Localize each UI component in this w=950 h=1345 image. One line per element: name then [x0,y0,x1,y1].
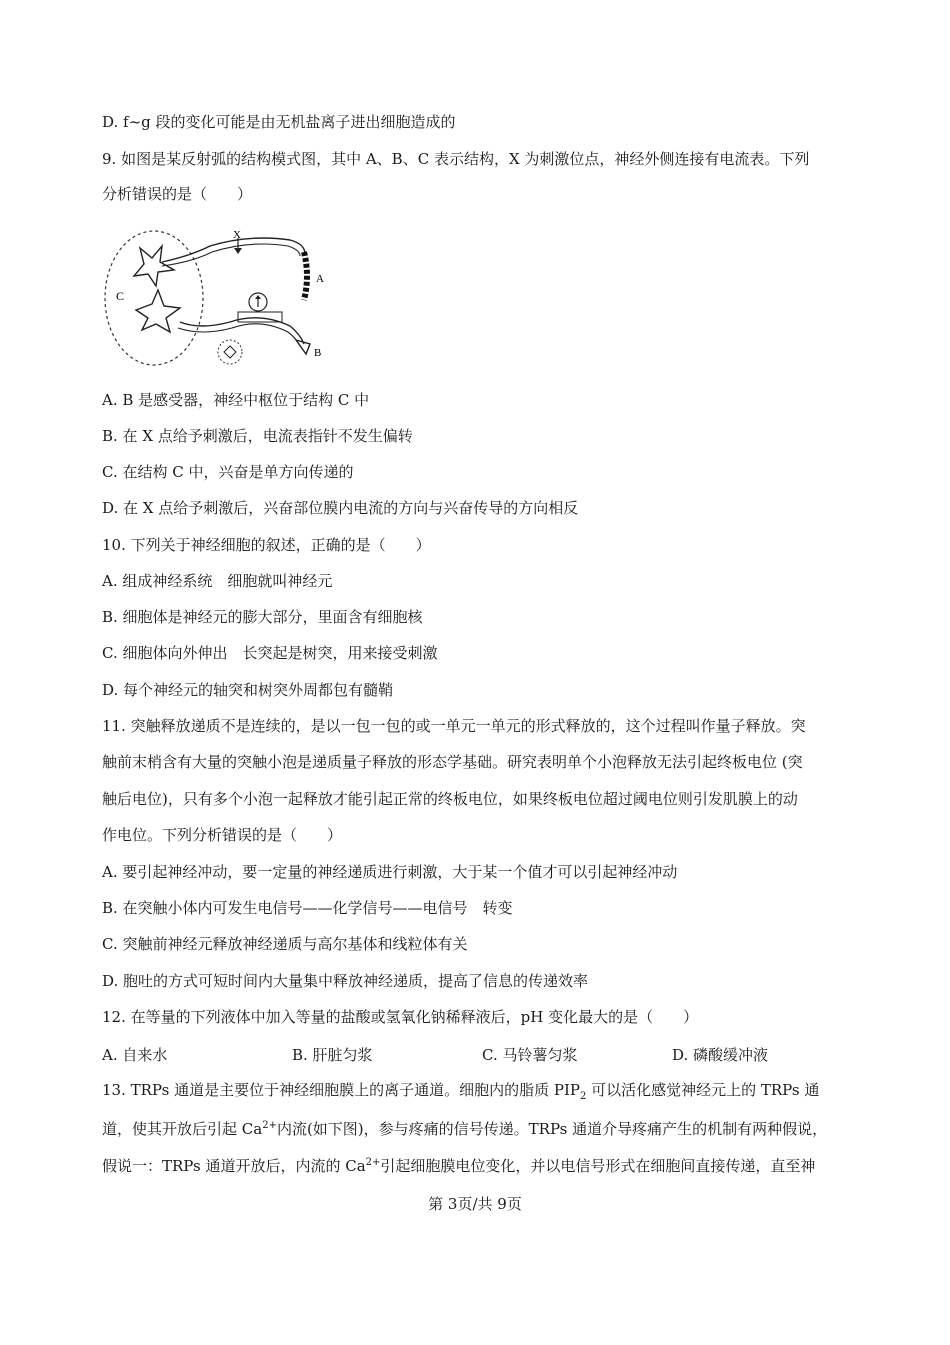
label-x: X [233,229,241,241]
page-number: 第 3页/共 9页 [428,1195,522,1213]
q10-option-a: A. 组成神经系统 细胞就叫神经元 [102,572,333,590]
q9-option-a: A. B 是感受器，神经中枢位于结构 C 中 [102,391,370,409]
q11-stem-line-4: 作电位。下列分析错误的是（ ） [102,826,343,844]
q9-option-c: C. 在结构 C 中，兴奋是单方向传递的 [102,463,354,481]
effector-a [304,252,307,300]
q11-option-b: B. 在突触小体内可发生电信号——化学信号——电信号 转变 [102,899,513,917]
q13-stem-line-1: 13. TRPs 通道是主要位于神经细胞膜上的离子通道。细胞内的脂质 $PIP_2$ 可以活化感觉神经元上的 TRPs 通 [102,1081,820,1102]
reflex-arc-figure [100,226,330,372]
q11-option-c: C. 突触前神经元释放神经递质与高尔基体和线粒体有关 [102,935,468,953]
q12-option-b: B. 肝脏匀浆 [292,1046,373,1064]
q13-stem-line-3: 假说一：TRPs 通道开放后，内流的 $Ca^{2+}$引起细胞膜电位变化，并以电信号形式在细胞间直接传递，直至神 [102,1157,816,1175]
q10-option-c: C. 细胞体向外伸出 长突起是树突，用来接受刺激 [102,644,438,662]
q11-stem-line-2: 触前末梢含有大量的突触小泡是递质量子释放的形态学基础。研究表明单个小泡释放无法引起终板电位 (突 [102,753,803,771]
q11-stem-line-3: 触后电位)，只有多个小泡一起释放才能引起正常的终板电位，如果终板电位超过阈电位则引发肌膜上的动 [102,790,798,808]
q12-option-c: C. 马铃薯匀浆 [482,1046,578,1064]
q11-stem-line-1: 11. 突触释放递质不是连续的，是以一包一包的或一单元一单元的形式释放的，这个过程叫作量子释放。突 [102,717,806,735]
q9-option-d: D. 在 X 点给予刺激后，兴奋部位膜内电流的方向与兴奋传导的方向相反 [102,499,579,517]
q12-option-d: D. 磷酸缓冲液 [672,1046,769,1064]
label-c: C [116,289,125,303]
label-b: B [314,347,322,359]
lower-neuron [136,290,180,332]
q9-option-b: B. 在 X 点给予刺激后，电流表指针不发生偏转 [102,427,413,445]
q12-options [102,1044,862,1065]
q11-option-a: A. 要引起神经冲动，要一定量的神经递质进行刺激，大于某一个值才可以引起神经冲动 [102,863,678,881]
label-a: A [316,273,324,285]
q10-stem: 10. 下列关于神经细胞的叙述，正确的是（ ） [102,536,431,554]
ganglion [218,340,242,364]
q13-stem-line-2: 道，使其开放后引起 $Ca^{2+}$内流(如下图)，参与疼痛的信号传递。TRPs 通道介导疼痛产生的机制有两种假说， [102,1120,828,1138]
upper-neuron [134,246,174,286]
q12-stem: 12. 在等量的下列液体中加入等量的盐酸或氢氧化钠稀释液后，pH 变化最大的是（ ） [102,1008,699,1026]
q10-option-b: B. 细胞体是神经元的膨大部分，里面含有细胞核 [102,608,423,626]
receptor-b [296,340,310,354]
q10-option-d: D. 每个神经元的轴突和树突外周都包有髓鞘 [102,681,394,699]
q12-option-a: A. 自来水 [102,1046,168,1064]
q9-stem-line-1: 9. 如图是某反射弧的结构模式图，其中 A、B、C 表示结构，X 为刺激位点，神经外侧连接有电流表。下列 [102,150,810,168]
q9-stem-line-2: 分析错误的是（ ） [102,185,253,203]
q11-option-d: D. 胞吐的方式可短时间内大量集中释放神经递质，提高了信息的传递效率 [102,972,589,990]
q8-option-d: D. f~g 段的变化可能是由无机盐离子进出细胞造成的 [102,113,456,131]
